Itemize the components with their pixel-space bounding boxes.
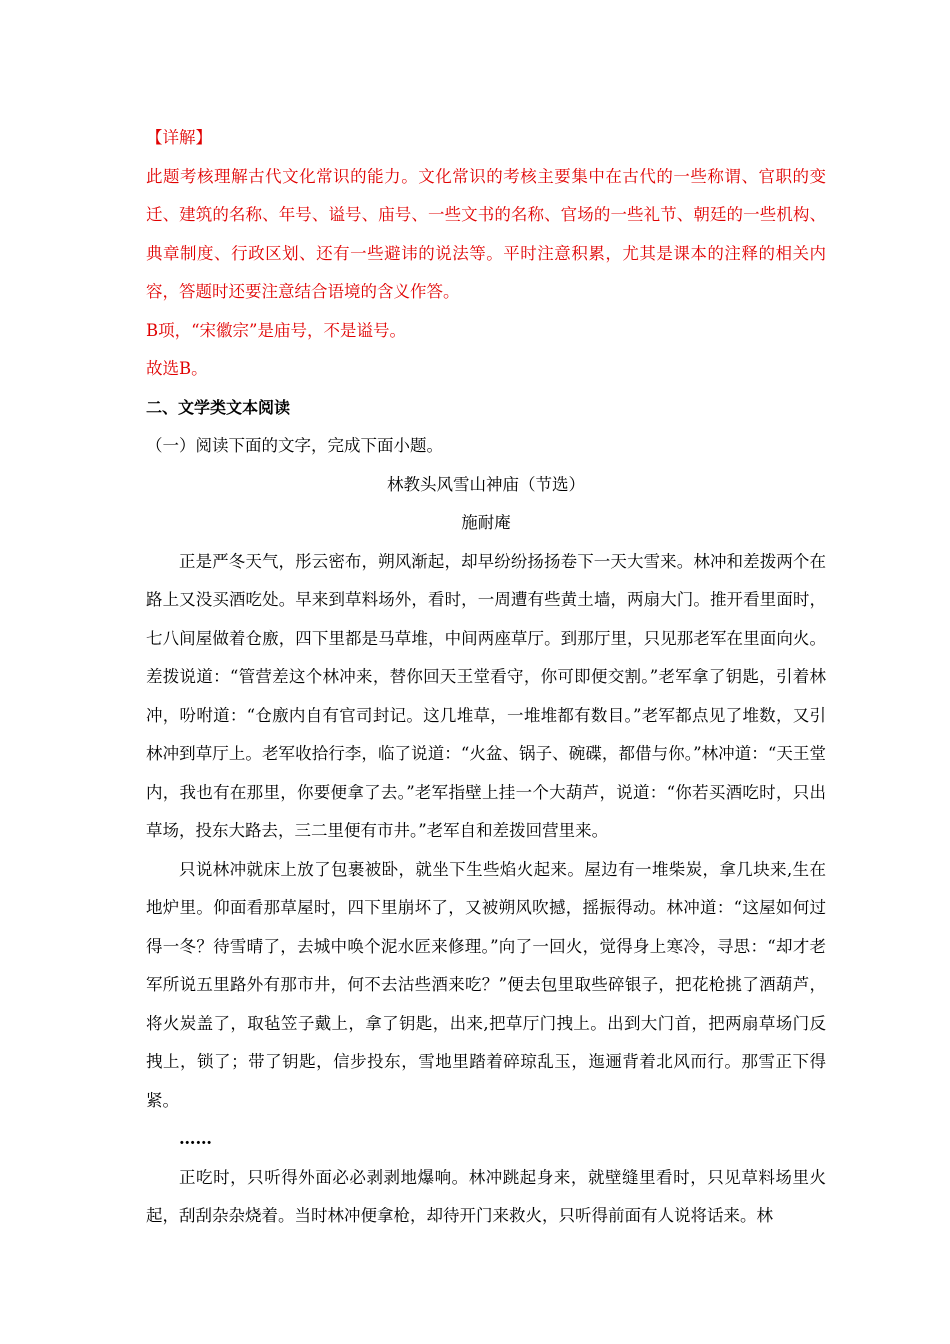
passage-author: 施耐庵 <box>461 513 511 532</box>
passage-paragraph-1: 正是严冬天气，彤云密布，朔风渐起，却早纷纷扬扬卷下一天大雪来。林冲和差拨两个在路上又没买酒吃处。早来到草料场外，看时，一周遭有些黄土墙，两扇大门。推开看里面时，七八间屋做着仓廒，四下里都是马草堆，中间两座草厅。到那厅里，只见那老军在里面向火。差拨说道：“管营差这个林冲来，替你回天王堂看守，你可即便交割。”老军拿了钥匙，引着林冲，吩咐道：“仓廒内自有官司封记。这几堆草，一堆堆都有数目。”老军都点见了堆数，又引林冲到草厅上。老军收拾行李，临了说道：“火盆、锅子、碗碟，都借与你。”林冲道：“天王堂内，我也有在那里，你要便拿了去。”老军指壁上挂一个大葫芦，说道：“你若买酒吃时，只出草场，投东大路去，三二里便有市井。”老军自和差拨回营里来。 <box>146 551 826 840</box>
passage-paragraph-3: 正吃时，只听得外面必必剥剥地爆响。林冲跳起身来，就壁缝里看时，只见草料场里火起，刮刮杂杂烧着。当时林冲便拿枪，却待开门来救火，只听得前面有人说将话来。林 <box>146 1167 826 1225</box>
document-page <box>146 119 826 1236</box>
passage-title: 林教头风雪山神庙（节选） <box>387 474 585 494</box>
passage-ellipsis: …… <box>179 1129 212 1148</box>
explanation-label: 【详解】 <box>146 128 212 147</box>
explanation-body: 此题考核理解古代文化常识的能力。文化常识的考核主要集中在古代的一些称谓、官职的变迁、建筑的名称、年号、谥号、庙号、一些文书的名称、官场的一些礼节、朝廷的一些机构、典章制度、行政区划、还有一些避讳的说法等。平时注意积累，尤其是课本的注释的相关内容，答题时还要注意结合语境的含义作答。 <box>146 166 826 301</box>
section-instruction: （一）阅读下面的文字，完成下面小题。 <box>146 436 443 455</box>
passage-paragraph-2: 只说林冲就床上放了包裹被卧，就坐下生些焰火起来。屋边有一堆柴炭，拿几块来,生在地炉里。仰面看那草屋时，四下里崩坏了，又被朔风吹撼，摇振得动。林冲道：“这屋如何过得一冬？待雪晴了，去城中唤个泥水匠来修理。”向了一回火，觉得身上寒冷，寻思：“却才老军所说五里路外有那市井，何不去沽些酒来吃？”便去包里取些碎银子，把花枪挑了酒葫芦，将火炭盖了，取毡笠子戴上，拿了钥匙，出来,把草厅门拽上。出到大门首，把两扇草场门反拽上，锁了；带了钥匙，信步投东，雪地里踏着碎琼乱玉，迤逦背着北风而行。那雪正下得紧。 <box>146 859 826 1110</box>
section-heading: 二、文学类文本阅读 <box>146 397 291 417</box>
explanation-item-b: B项，“宋徽宗”是庙号，不是谥号。 <box>146 320 406 340</box>
explanation-conclusion: 故选B。 <box>146 359 208 378</box>
